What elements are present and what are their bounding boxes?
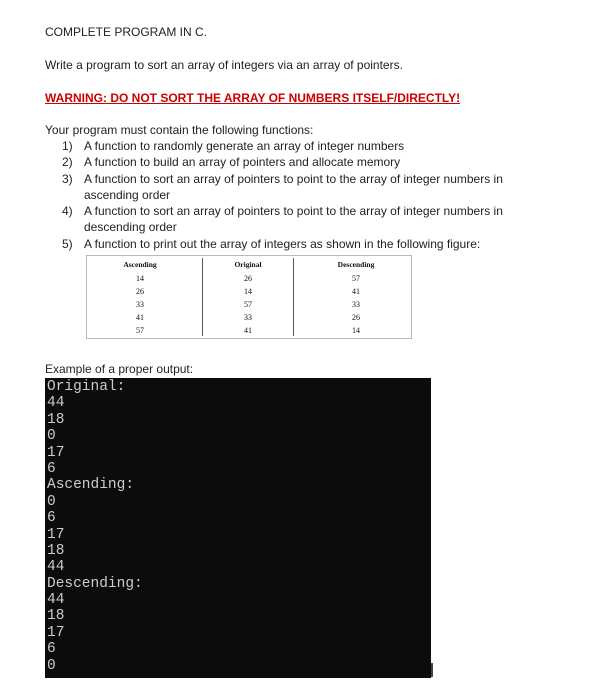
terminal-line: 6 — [47, 510, 56, 527]
terminal-line: 18 — [47, 542, 65, 559]
column-value: 33 — [136, 300, 144, 309]
terminal-line: 6 — [47, 460, 56, 477]
column-header: Ascending — [123, 260, 157, 269]
list-number: 1) — [62, 139, 73, 153]
list-text: A function to randomly generate an array of integer numbers — [84, 139, 405, 153]
terminal-line: 0 — [47, 428, 56, 445]
list-item — [62, 138, 522, 154]
column-value: 14 — [136, 274, 144, 283]
column-value: 33 — [244, 313, 252, 322]
list-item — [62, 154, 522, 170]
column-value: 41 — [136, 313, 144, 322]
terminal-line: 18 — [47, 411, 65, 428]
column-value: 33 — [352, 300, 360, 309]
terminal-line: 0 — [47, 493, 56, 510]
column-value: 26 — [136, 287, 144, 296]
terminal-line: 44 — [47, 559, 65, 576]
terminal-line: 18 — [47, 608, 65, 625]
terminal-line: 44 — [47, 592, 65, 609]
list-number: 3) — [62, 171, 73, 186]
requirements-intro: Your program must contain the following functions: — [45, 123, 314, 137]
terminal-line: 17 — [47, 624, 65, 641]
terminal-line: Descending: — [47, 575, 143, 592]
terminal-output — [45, 378, 431, 678]
terminal-line: 17 — [47, 526, 65, 543]
list-number: 5) — [62, 236, 73, 251]
heading: COMPLETE PROGRAM IN C. — [45, 25, 208, 39]
column-value: 26 — [244, 274, 252, 283]
original-column — [202, 258, 294, 336]
list-number: 4) — [62, 204, 73, 219]
terminal-line: Ascending: — [47, 477, 135, 494]
ascending-column — [95, 260, 185, 337]
list-text: A function to print out the array of integers as shown in the following figure: — [84, 236, 481, 251]
column-header: Original — [234, 260, 262, 269]
requirements-list — [62, 138, 522, 252]
terminal-line: 17 — [47, 444, 65, 461]
terminal-line: 6 — [47, 641, 56, 658]
terminal-line: Original: — [47, 379, 126, 395]
terminal-edge — [431, 663, 433, 677]
column-value: 14 — [244, 287, 252, 296]
list-text: A function to sort an array of pointers to point to the array of integer numbers in ascending order — [84, 171, 503, 202]
terminal-line: 0 — [47, 657, 56, 674]
terminal-line: 44 — [47, 395, 65, 412]
instruction: Write a program to sort an array of integers via an array of pointers. — [45, 58, 403, 72]
column-header: Descending — [337, 260, 375, 269]
list-item — [62, 171, 522, 204]
list-number: 2) — [62, 155, 73, 170]
list-item — [62, 236, 522, 252]
column-value: 14 — [352, 326, 360, 335]
column-value: 26 — [352, 313, 360, 322]
warning: WARNING: DO NOT SORT THE ARRAY OF NUMBERS ITSELF/DIRECTLY! — [45, 91, 461, 105]
descending-column — [311, 260, 401, 337]
column-value: 41 — [352, 287, 360, 296]
sort-figure — [86, 255, 412, 339]
example-label: Example of a proper output: — [45, 362, 194, 376]
list-text: A function to build an array of pointers and allocate memory — [84, 155, 401, 170]
column-value: 57 — [244, 300, 252, 309]
column-value: 57 — [352, 274, 360, 283]
column-value: 41 — [244, 326, 252, 335]
list-item — [62, 203, 522, 236]
list-text: A function to sort an array of pointers to point to the array of integer numbers in descending order — [84, 204, 503, 235]
column-value: 57 — [136, 326, 144, 335]
